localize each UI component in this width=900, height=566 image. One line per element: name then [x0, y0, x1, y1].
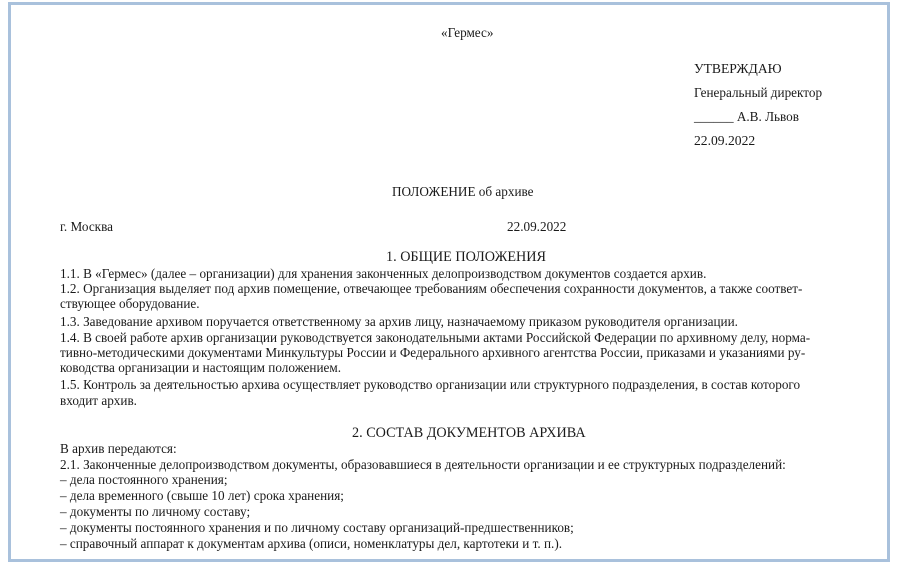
document-date: 22.09.2022 [507, 219, 567, 234]
section1-line: 1.1. В «Гермес» (далее – организации) для хранения законченных делопроизводством документов создается архив. [60, 266, 707, 281]
section2-line: – дела постоянного хранения; [60, 472, 228, 487]
section1-line: тивно-методическими документами Минкультуры России и Федерального архивного агентства России, приказами и указаниями ру- [60, 345, 806, 360]
approval-position: Генеральный директор [694, 85, 823, 100]
document-title: ПОЛОЖЕНИЕ об архиве [392, 184, 534, 199]
section1-line: 1.5. Контроль за деятельностью архива осуществляет руководство организации или структурного подразделения, в состав которого [60, 377, 801, 392]
section1-heading: 1. ОБЩИЕ ПОЛОЖЕНИЯ [386, 249, 546, 265]
section2-line: В архив передаются: [60, 441, 177, 456]
section1-line: 1.4. В своей работе архив организации руководствуется законодательными актами Российской Федерации по архивному делу, норма- [60, 330, 811, 345]
section2-line: 2.1. Законченные делопроизводством документы, образовавшиеся в деятельности организации и ее структурных подразделений: [60, 457, 786, 472]
section1-line: входит архив. [60, 393, 137, 408]
section2-line: – документы постоянного хранения и по личному составу организаций-предшественников; [60, 520, 574, 535]
approval-date: 22.09.2022 [694, 133, 756, 148]
section1-line: ководства организации и настоящим положением. [60, 360, 341, 375]
organization-name: «Гермес» [441, 25, 494, 40]
approval-signature: ______ А.В. Львов [694, 109, 799, 124]
section2-line: – дела временного (свыше 10 лет) срока хранения; [60, 488, 344, 503]
section2-line: – документы по личному составу; [60, 504, 251, 519]
section2-heading: 2. СОСТАВ ДОКУМЕНТОВ АРХИВА [352, 425, 586, 441]
section1-line: 1.2. Организация выделяет под архив помещение, отвечающее требованиям обеспечения сохранности документов, а также соответ- [60, 281, 803, 296]
section2-line: – справочный аппарат к документам архива (описи, номенклатуры дел, картотеки и т. п.). [60, 536, 563, 551]
section1-line: 1.3. Заведование архивом поручается ответственному за архив лицу, назначаемому приказом руководителя организации. [60, 314, 738, 329]
document-place: г. Москва [60, 219, 113, 234]
section1-line: ствующее оборудование. [60, 296, 200, 311]
approval-heading: УТВЕРЖДАЮ [694, 61, 782, 76]
